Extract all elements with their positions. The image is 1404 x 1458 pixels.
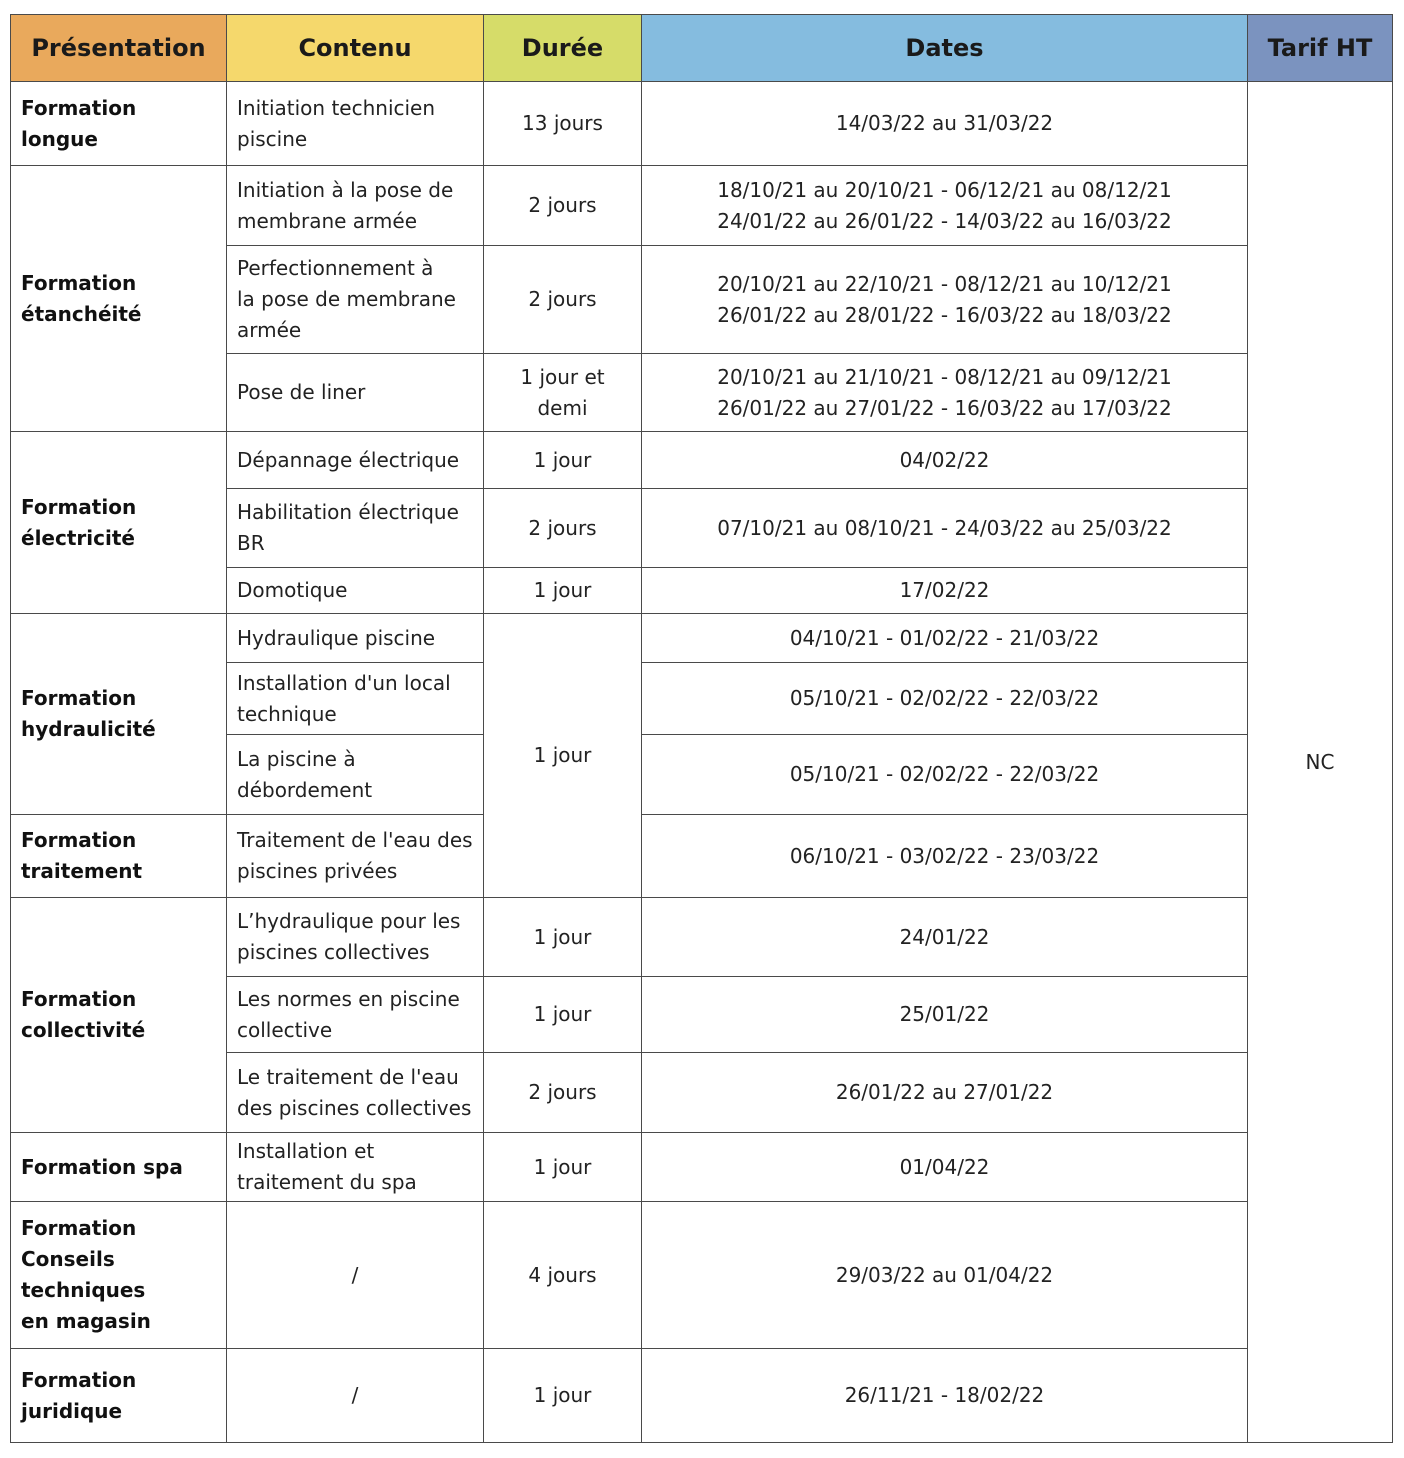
category-line: Formation [21,987,137,1011]
table-row [11,898,1393,977]
dates-line: 24/01/22 au 26/01/22 - 14/03/22 au 16/03/22 [717,208,1172,233]
duration-line: 1 jour et [520,364,605,389]
dates-line: 20/10/21 au 22/10/21 - 08/12/21 au 10/12/21 [717,271,1172,296]
table-row [11,1133,1393,1202]
table-row [11,1202,1393,1349]
content-cell: Installation et traitement du spa [227,1133,484,1202]
dates-line: 26/01/22 au 28/01/22 - 16/03/22 au 18/03/22 [717,302,1172,327]
duration-cell: 1 jour [484,432,642,489]
dates-cell [642,1053,1248,1133]
category-cell: Formation longue [11,82,227,166]
content-cell: Installation d'un local technique [227,663,484,735]
category-cell [11,614,227,815]
dates-line: 06/10/21 - 03/02/22 - 23/03/22 [789,843,1100,868]
category-cell [11,1349,227,1443]
category-line: Formation [21,1367,137,1392]
dates-line: 26/01/22 au 27/01/22 - 16/03/22 au 17/03/22 [717,395,1172,420]
duration-cell: 1 jour [484,977,642,1053]
dates-cell [642,1133,1248,1202]
dates-line: 05/10/21 - 02/02/22 - 22/03/22 [789,686,1100,710]
dates-cell [642,354,1248,432]
header-presentation: Présentation [11,15,227,82]
content-cell: La piscine à débordement [227,735,484,815]
header-duree: Durée [484,15,642,82]
header-contenu: Contenu [227,15,484,82]
content-cell: Traitement de l'eau des piscines privées [227,815,484,898]
content-cell: / [227,1349,484,1443]
dates-line: 07/10/21 au 08/10/21 - 24/03/22 au 25/03/22 [717,515,1172,540]
content-cell: Hydraulique piscine [227,614,484,663]
dates-cell [642,735,1248,815]
content-cell: / [227,1202,484,1349]
content-cell: Les normes en piscine collective [227,977,484,1053]
content-line: armée [237,318,302,342]
duration-cell: 1 jour [484,1349,642,1443]
category-line: hydraulicité [21,717,156,741]
content-line: Perfectionnement à [237,256,434,280]
header-tarif: Tarif HT [1248,15,1393,82]
duration-cell: 2 jours [484,1053,642,1133]
dates-line: 29/03/22 au 01/04/22 [835,1262,1054,1287]
content-cell: Le traitement de l'eau des piscines collectives [227,1053,484,1133]
dates-cell [642,1349,1248,1443]
category-cell: Formation spa [11,1133,227,1202]
table-row [11,82,1393,166]
dates-line: 18/10/21 au 20/10/21 - 06/12/21 au 08/12/21 [717,177,1172,202]
dates-line: 17/02/22 [899,578,990,602]
dates-line: 26/11/21 - 18/02/22 [844,1383,1045,1407]
dates-cell [642,898,1248,977]
dates-cell [642,568,1248,614]
dates-cell [642,663,1248,735]
category-line: juridique [21,1398,123,1423]
category-line: Formation [21,270,137,295]
content-cell: L’hydraulique pour les piscines collectives [227,898,484,977]
category-line: techniques [21,1278,146,1302]
category-line: Formation [21,1216,137,1240]
duration-cell: 1 jour [484,1133,642,1202]
category-cell [11,432,227,614]
header-row [11,15,1393,82]
duration-cell: 2 jours [484,246,642,354]
dates-cell [642,977,1248,1053]
category-line: Formation [21,828,137,852]
dates-cell [642,815,1248,898]
duration-cell: 2 jours [484,489,642,568]
dates-cell [642,246,1248,354]
content-cell: Domotique [227,568,484,614]
dates-line: 25/01/22 [899,1002,990,1026]
duration-cell: 13 jours [484,82,642,166]
duration-cell: 4 jours [484,1202,642,1349]
duration-cell: 1 jour [484,568,642,614]
content-cell [227,246,484,354]
category-line: électricité [21,525,135,550]
duration-cell: 2 jours [484,166,642,246]
dates-line: 26/01/22 au 27/01/22 [835,1080,1054,1104]
content-line: la pose de membrane [237,287,456,311]
dates-line: 20/10/21 au 21/10/21 - 08/12/21 au 09/12/21 [717,364,1172,389]
category-line: en magasin [21,1309,151,1333]
content-cell: Pose de liner [227,354,484,432]
dates-cell [642,82,1248,166]
category-cell [11,166,227,432]
tarif-cell: NC [1248,82,1393,1443]
dates-cell [642,489,1248,568]
dates-line: 14/03/22 au 31/03/22 [835,111,1054,135]
category-line: Conseils [21,1247,115,1271]
duration-cell [484,354,642,432]
dates-line: 04/02/22 [899,447,990,472]
category-line: traitement [21,859,143,883]
duration-line: demi [537,395,588,420]
category-cell [11,1202,227,1349]
content-cell: Habilitation électrique BR [227,489,484,568]
table-row [11,1349,1393,1443]
duration-cell: 1 jour [484,898,642,977]
category-line: étanchéité [21,301,142,326]
table-row [11,614,1393,663]
dates-line: 01/04/22 [899,1154,990,1179]
content-cell: Dépannage électrique [227,432,484,489]
content-cell: Initiation à la pose de membrane armée [227,166,484,246]
dates-cell [642,1202,1248,1349]
category-line: Formation [21,686,137,710]
category-line: collectivité [21,1018,146,1042]
header-dates: Dates [642,15,1248,82]
training-schedule-table [10,14,1393,1443]
category-line: Formation [21,494,137,519]
dates-line: 04/10/21 - 01/02/22 - 21/03/22 [789,625,1100,650]
dates-cell [642,432,1248,489]
duration-cell: 1 jour [484,614,642,898]
dates-cell [642,614,1248,663]
dates-line: 24/01/22 [899,924,990,949]
table-row [11,166,1393,246]
category-cell [11,815,227,898]
category-cell [11,898,227,1133]
table-row [11,815,1393,898]
dates-cell [642,166,1248,246]
table-row [11,432,1393,489]
content-cell: Initiation technicien piscine [227,82,484,166]
dates-line: 05/10/21 - 02/02/22 - 22/03/22 [789,762,1100,786]
